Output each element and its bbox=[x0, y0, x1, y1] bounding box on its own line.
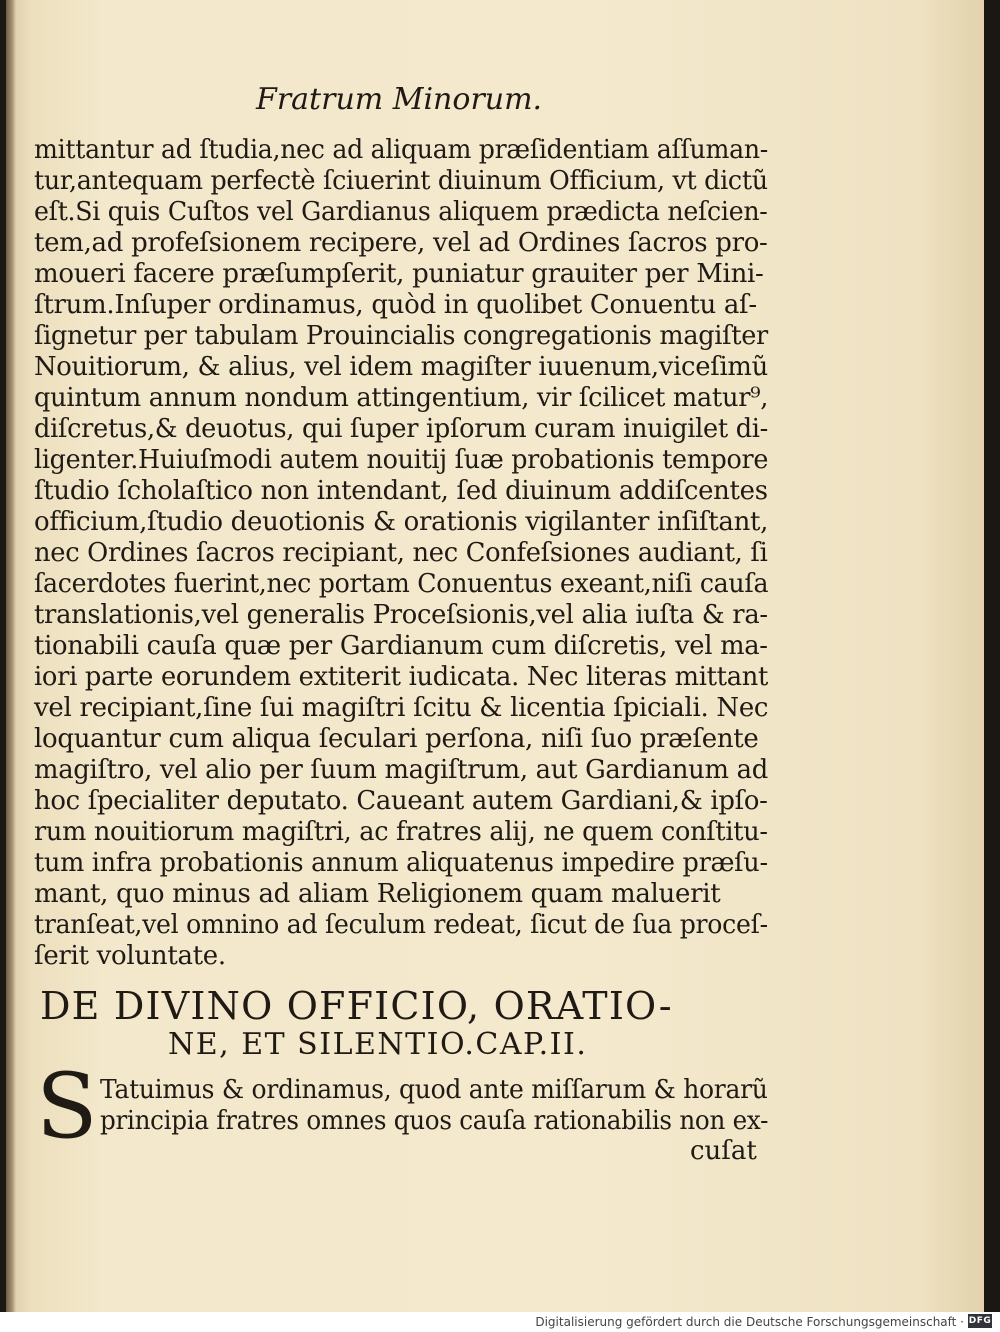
text-line: moueri facere præſumpſerit, puniatur grauiter per Mini- bbox=[34, 259, 764, 289]
text-line: ſacerdotes fuerint,nec portam Conuentus exeant,niſi cauſa bbox=[34, 569, 769, 599]
text-line: Nouitiorum, & alius, vel idem magiſter iuuenum,viceſimũ bbox=[34, 352, 768, 382]
text-line: loquantur cum aliqua ſeculari perſona, niſi ſuo præſente bbox=[34, 724, 759, 754]
text-line: hoc ſpecialiter deputato. Caueant autem Gardiani,& ipſo- bbox=[34, 786, 768, 816]
text-line: magiſtro, vel alio per ſuum magiſtrum, aut Gardianum ad bbox=[34, 755, 768, 785]
text-line: quintum annum nondum attingentium, vir ſcilicet matur⁹, bbox=[34, 383, 769, 413]
text-line: vel recipiant,ſine ſui magiſtri ſcitu & licentia ſpiciali. Nec bbox=[34, 693, 769, 723]
text-line: tionabili cauſa quæ per Gardianum cum diſcretis, vel ma- bbox=[34, 631, 768, 661]
book-page bbox=[6, 0, 984, 1312]
funding-credit: Digitalisierung gefördert durch die Deutsche Forschungsgemeinschaft · bbox=[535, 1315, 964, 1329]
page-gutter-shadow bbox=[6, 0, 16, 1312]
text-line: tum infra probationis annum aliquatenus impedire præſu- bbox=[34, 848, 768, 878]
text-line: tur,antequam perfectè ſciuerint diuinum Officium, vt dictũ bbox=[34, 166, 768, 196]
chapter-heading: DE DIVINO OFFICIO, ORATIO- bbox=[40, 984, 673, 1028]
text-line: diſcretus,& deuotus, qui ſuper ipſorum curam inuigilet di- bbox=[34, 414, 769, 444]
text-line: ſtudio ſcholaſtico non intendant, ſed diuinum addiſcentes bbox=[34, 476, 768, 506]
text-line: tranſeat,vel omnino ad ſeculum redeat, ſicut de ſua proceſ- bbox=[34, 910, 768, 940]
text-line: eſt.Si quis Cuſtos vel Gardianus aliquem prædicta neſcien- bbox=[34, 197, 768, 227]
text-line: ſerit voluntate. bbox=[34, 941, 226, 971]
chapter-heading-continued: NE, ET SILENTIO.CAP.II. bbox=[168, 1027, 588, 1062]
chapter-text-line: Tatuimus & ordinamus, quod ante miſſarum & horarũ bbox=[100, 1075, 768, 1105]
text-line: rum nouitiorum magiſtri, ac fratres alij, ne quem conſtitu- bbox=[34, 817, 768, 847]
drop-cap: S bbox=[36, 1054, 98, 1159]
text-line: mittantur ad ſtudia,nec ad aliquam præſidentiam aſſuman- bbox=[34, 135, 769, 165]
text-line: tem,ad profeſsionem recipere, vel ad Ordines ſacros pro- bbox=[34, 228, 768, 258]
chapter-text-line: principia fratres omnes quos cauſa rationabilis non ex- bbox=[100, 1106, 769, 1136]
text-line: mant, quo minus ad aliam Religionem quam maluerit bbox=[34, 879, 721, 909]
text-line: nec Ordines ſacros recipiant, nec Confeſsiones audiant, ſi bbox=[34, 538, 768, 568]
text-line: ligenter.Huiuſmodi autem nouitij ſuæ probationis tempore bbox=[34, 445, 769, 475]
text-line: iori parte eorundem extiterit iudicata. Nec literas mittant bbox=[34, 662, 769, 692]
text-line: ſtrum.Inſuper ordinamus, quòd in quolibet Conuentu aſ- bbox=[34, 290, 757, 320]
dfg-logo: DFG bbox=[968, 1316, 992, 1326]
text-line: translationis,vel generalis Proceſsionis,vel alia iuſta & ra- bbox=[34, 600, 768, 630]
text-line: ſignetur per tabulam Prouincialis congregationis magiſter bbox=[34, 321, 768, 351]
text-line: officium,ſtudio deuotionis & orationis vigilanter inſiſtant, bbox=[34, 507, 769, 537]
catchword: cuſat bbox=[690, 1136, 757, 1166]
running-head: Fratrum Minorum. bbox=[256, 82, 543, 117]
